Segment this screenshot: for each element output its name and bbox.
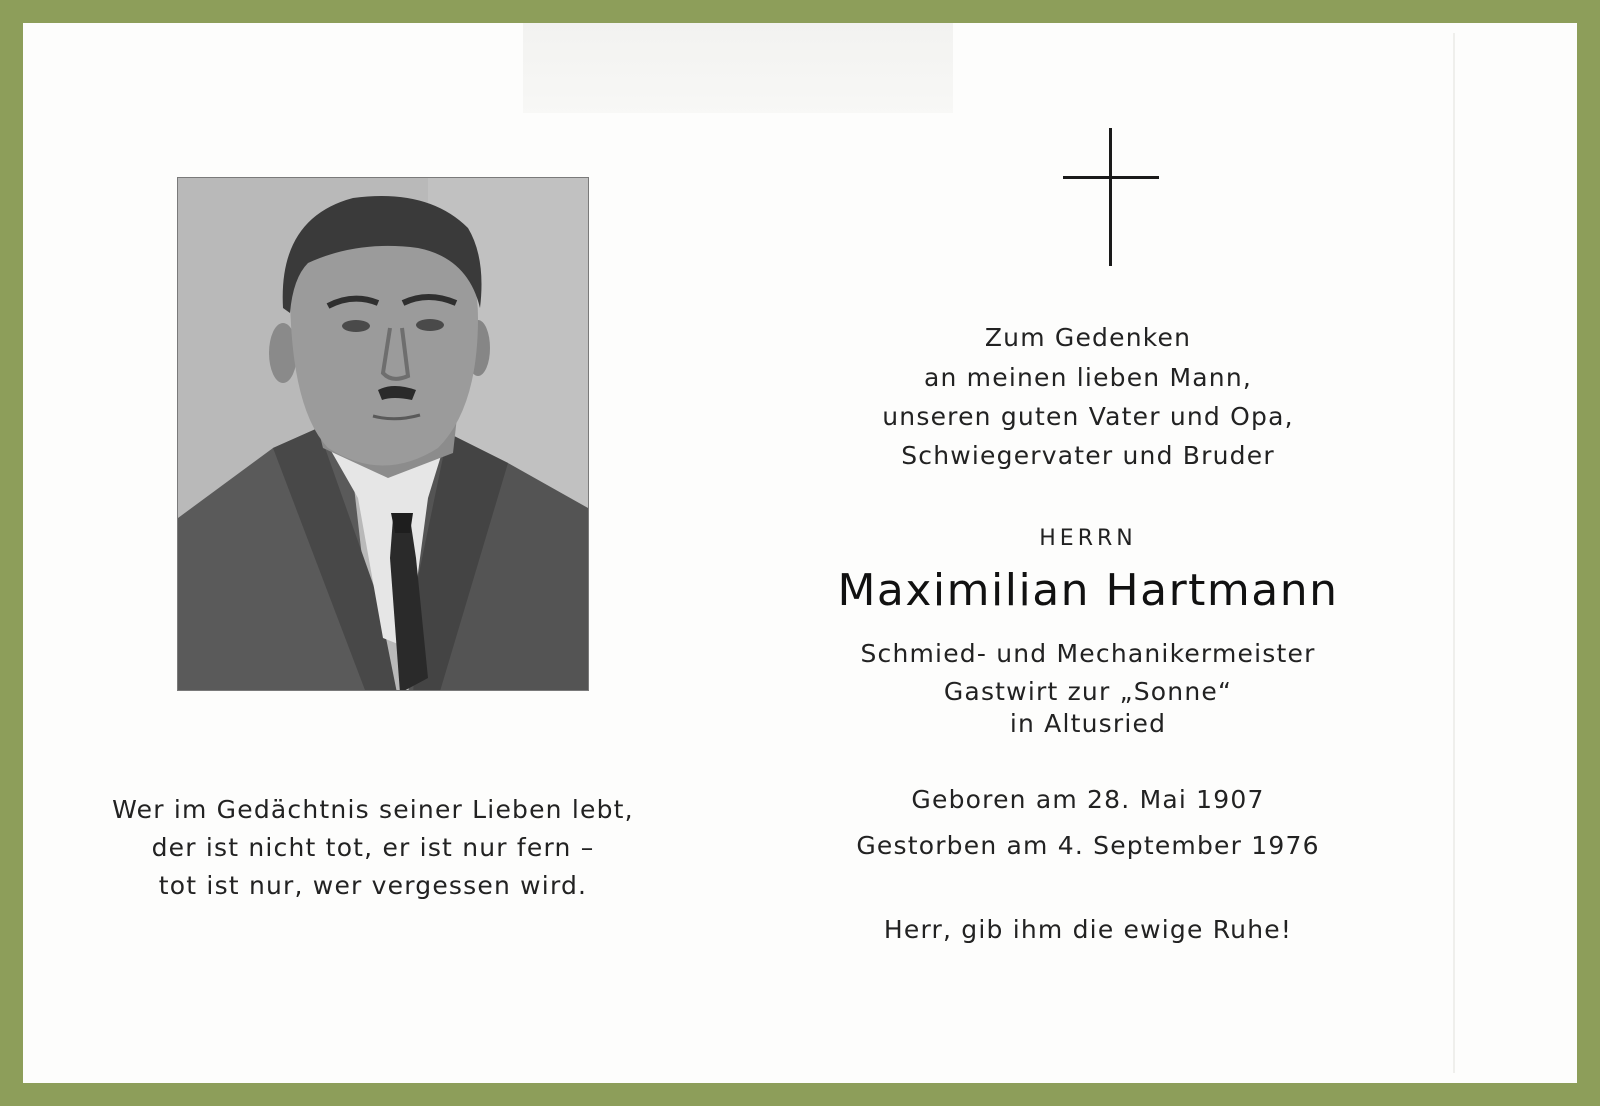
occupation-line: in Altusried [1009,709,1167,738]
quote-line: der ist nicht tot, er ist nur fern – [151,833,595,862]
dedication-line: unseren guten Vater und Opa, [882,402,1294,431]
card-edge [1453,33,1455,1073]
birth-date: Geboren am 28. Mai 1907 [911,785,1265,814]
quote-line: Wer im Gedächtnis seiner Lieben lebt, [112,795,634,824]
occupation-line: Gastwirt zur „Sonne“ [943,677,1233,706]
dedication-line: an meinen lieben Mann, [923,363,1253,392]
death-date: Gestorben am 4. September 1976 [856,831,1320,860]
portrait-illustration [178,178,588,690]
honorific-title: HERRN [1039,526,1137,551]
quote-line: tot ist nur, wer vergessen wird. [158,871,588,900]
memorial-card [23,23,1577,1083]
dedication-line: Schwiegervater und Bruder [901,441,1275,470]
portrait-photo [177,177,589,691]
occupation-line: Schmied- und Mechanikermeister [860,639,1316,668]
prayer-line: Herr, gib ihm die ewige Ruhe! [883,915,1293,944]
dedication-line: Zum Gedenken [984,323,1192,352]
cross-icon [1063,128,1159,266]
tape-strip [523,23,953,113]
deceased-name: Maximilian Hartmann [837,565,1339,616]
memorial-quote [103,791,643,905]
